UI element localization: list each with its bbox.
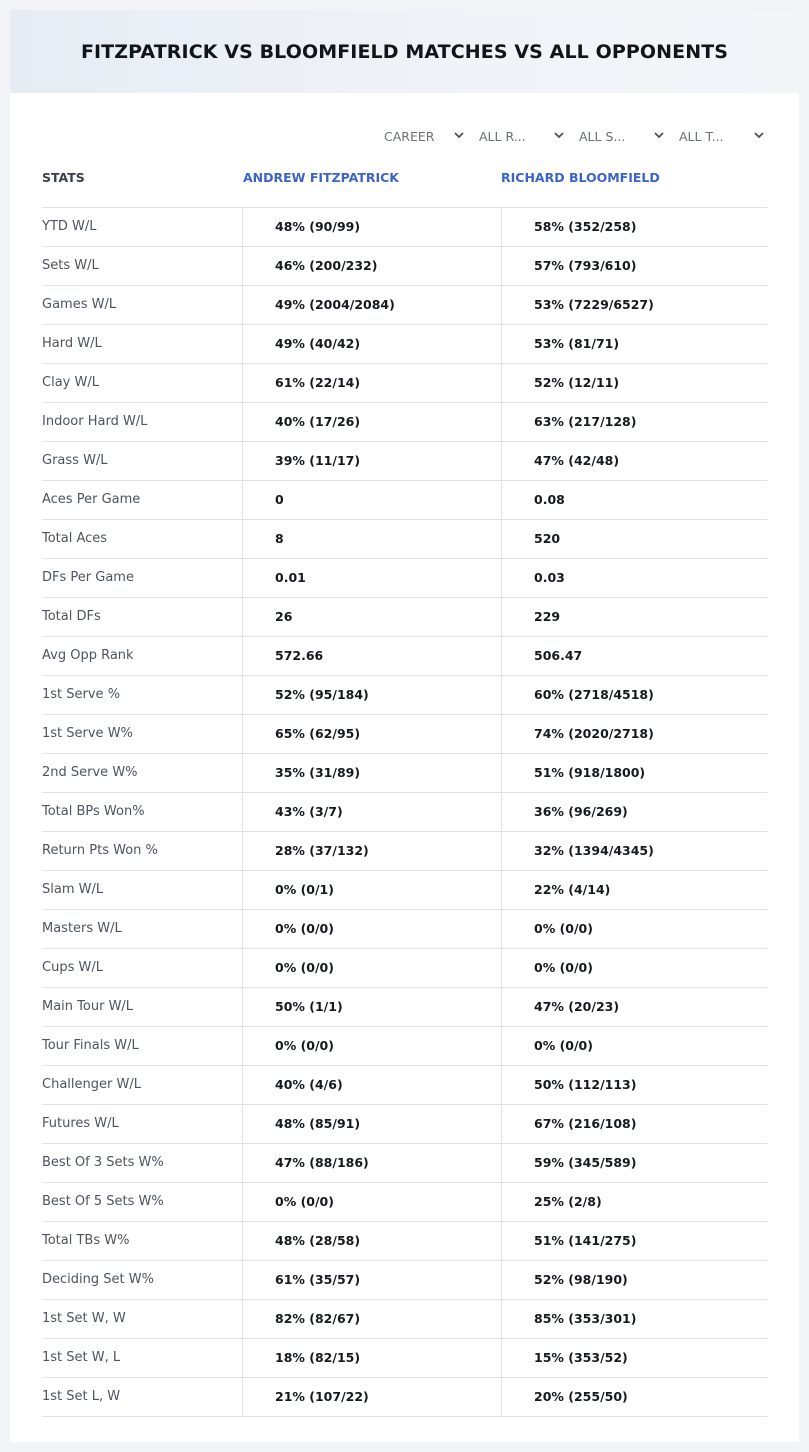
player2-value: 47% (42/48) bbox=[534, 453, 620, 468]
player1-cell bbox=[242, 637, 500, 675]
table-row bbox=[42, 988, 767, 1027]
player1-cell bbox=[242, 247, 500, 285]
stat-label: Slam W/L bbox=[42, 882, 104, 897]
player2-value: 0.03 bbox=[534, 570, 565, 585]
table-row bbox=[42, 598, 767, 637]
player1-value: 52% (95/184) bbox=[275, 687, 369, 702]
player1-value: 26 bbox=[275, 609, 293, 624]
player1-cell bbox=[242, 286, 500, 324]
player1-cell bbox=[242, 871, 500, 909]
player1-cell bbox=[242, 676, 500, 714]
player1-value: 65% (62/95) bbox=[275, 726, 361, 741]
player2-value: 52% (12/11) bbox=[534, 375, 620, 390]
stat-label: 1st Serve % bbox=[42, 687, 121, 702]
table-row bbox=[42, 1339, 767, 1378]
table-row bbox=[42, 208, 767, 247]
table-row bbox=[42, 1222, 767, 1261]
player2-cell bbox=[501, 949, 767, 987]
stat-label: YTD W/L bbox=[42, 219, 97, 234]
player2-cell bbox=[501, 832, 767, 870]
table-row bbox=[42, 1066, 767, 1105]
table-row bbox=[42, 676, 767, 715]
player1-cell bbox=[242, 1105, 500, 1143]
stat-label: 2nd Serve W% bbox=[42, 765, 138, 780]
filter-period-label: CAREER bbox=[384, 128, 435, 144]
player2-cell bbox=[501, 1183, 767, 1221]
player2-value: 25% (2/8) bbox=[534, 1194, 602, 1209]
stat-label: 1st Serve W% bbox=[42, 726, 133, 741]
stat-label: Aces Per Game bbox=[42, 492, 141, 507]
table-row bbox=[42, 715, 767, 754]
player1-value: 0% (0/1) bbox=[275, 882, 334, 897]
stat-label: Total DFs bbox=[42, 609, 101, 624]
stat-label: Games W/L bbox=[42, 297, 117, 312]
player2-value: 15% (353/52) bbox=[534, 1350, 628, 1365]
player1-value: 40% (4/6) bbox=[275, 1077, 343, 1092]
player2-cell bbox=[501, 754, 767, 792]
table-row bbox=[42, 1261, 767, 1300]
table-row bbox=[42, 325, 767, 364]
filter-surface-label: ALL S... bbox=[579, 128, 626, 144]
chevron-down-icon bbox=[653, 128, 665, 142]
player2-cell bbox=[501, 715, 767, 753]
player2-value: 51% (141/275) bbox=[534, 1233, 637, 1248]
player1-value: 0% (0/0) bbox=[275, 921, 334, 936]
player2-cell bbox=[501, 871, 767, 909]
page-title: FITZPATRICK VS BLOOMFIELD MATCHES VS ALL OPPONENTS bbox=[80, 40, 729, 63]
player2-value: 0.08 bbox=[534, 492, 565, 507]
player2-cell bbox=[501, 598, 767, 636]
stat-label: Futures W/L bbox=[42, 1116, 119, 1131]
player1-value: 82% (82/67) bbox=[275, 1311, 361, 1326]
player1-cell bbox=[242, 1066, 500, 1104]
player2-value: 32% (1394/4345) bbox=[534, 843, 654, 858]
stat-label: 1st Set W, W bbox=[42, 1311, 126, 1326]
player2-cell bbox=[501, 1222, 767, 1260]
player1-cell bbox=[242, 520, 500, 558]
stat-label: Avg Opp Rank bbox=[42, 648, 134, 663]
stats-card bbox=[10, 10, 799, 1442]
player1-value: 49% (2004/2084) bbox=[275, 297, 395, 312]
player1-value: 0 bbox=[275, 492, 284, 507]
table-row bbox=[42, 637, 767, 676]
player2-value: 51% (918/1800) bbox=[534, 765, 646, 780]
player1-cell bbox=[242, 1339, 500, 1377]
player1-value: 572.66 bbox=[275, 648, 324, 663]
player2-value: 0% (0/0) bbox=[534, 1038, 593, 1053]
player1-cell bbox=[242, 832, 500, 870]
stat-label: Tour Finals W/L bbox=[42, 1038, 139, 1053]
player1-cell bbox=[242, 1222, 500, 1260]
stat-label: Cups W/L bbox=[42, 960, 103, 975]
player1-cell bbox=[242, 403, 500, 441]
table-row bbox=[42, 871, 767, 910]
player2-value: 52% (98/190) bbox=[534, 1272, 628, 1287]
player1-cell bbox=[242, 1183, 500, 1221]
table-row bbox=[42, 910, 767, 949]
filter-bar bbox=[10, 126, 799, 146]
player1-value: 39% (11/17) bbox=[275, 453, 361, 468]
table-row bbox=[42, 754, 767, 793]
player2-value: 58% (352/258) bbox=[534, 219, 637, 234]
player2-cell bbox=[501, 286, 767, 324]
player2-cell bbox=[501, 364, 767, 402]
player1-value: 21% (107/22) bbox=[275, 1389, 369, 1404]
player1-cell bbox=[242, 598, 500, 636]
player1-value: 61% (22/14) bbox=[275, 375, 361, 390]
stat-label: Total BPs Won% bbox=[42, 804, 145, 819]
player1-cell bbox=[242, 1378, 500, 1416]
filter-round-label: ALL R... bbox=[479, 128, 526, 144]
player2-value: 74% (2020/2718) bbox=[534, 726, 654, 741]
player2-cell bbox=[501, 1261, 767, 1299]
player1-value: 48% (28/58) bbox=[275, 1233, 361, 1248]
table-row bbox=[42, 793, 767, 832]
player2-value: 63% (217/128) bbox=[534, 414, 637, 429]
player1-value: 43% (3/7) bbox=[275, 804, 343, 819]
player2-value: 520 bbox=[534, 531, 561, 546]
player1-cell bbox=[242, 325, 500, 363]
player2-value: 53% (7229/6527) bbox=[534, 297, 654, 312]
stat-label: Sets W/L bbox=[42, 258, 99, 273]
player1-value: 28% (37/132) bbox=[275, 843, 369, 858]
player2-cell bbox=[501, 1378, 767, 1416]
stat-label: Main Tour W/L bbox=[42, 999, 134, 1014]
player2-cell bbox=[501, 676, 767, 714]
player2-value: 53% (81/71) bbox=[534, 336, 620, 351]
player1-cell bbox=[242, 988, 500, 1026]
stat-label: Return Pts Won % bbox=[42, 843, 158, 858]
stat-label: Best Of 3 Sets W% bbox=[42, 1155, 164, 1170]
player1-cell bbox=[242, 364, 500, 402]
player2-value: 229 bbox=[534, 609, 561, 624]
column-header-player1-link[interactable]: ANDREW FITZPATRICK bbox=[243, 170, 399, 185]
player1-value: 48% (90/99) bbox=[275, 219, 361, 234]
stat-label: 1st Set L, W bbox=[42, 1389, 121, 1404]
player1-value: 0% (0/0) bbox=[275, 1038, 334, 1053]
player2-value: 20% (255/50) bbox=[534, 1389, 628, 1404]
player1-cell bbox=[242, 1300, 500, 1338]
player2-cell bbox=[501, 1144, 767, 1182]
table-row bbox=[42, 949, 767, 988]
player2-cell bbox=[501, 520, 767, 558]
player2-value: 67% (216/108) bbox=[534, 1116, 637, 1131]
player2-cell bbox=[501, 403, 767, 441]
table-row bbox=[42, 1027, 767, 1066]
player1-value: 47% (88/186) bbox=[275, 1155, 369, 1170]
player1-cell bbox=[242, 1144, 500, 1182]
player1-value: 35% (31/89) bbox=[275, 765, 361, 780]
stat-label: Grass W/L bbox=[42, 453, 108, 468]
player1-value: 50% (1/1) bbox=[275, 999, 343, 1014]
player2-cell bbox=[501, 1105, 767, 1143]
player2-value: 59% (345/589) bbox=[534, 1155, 637, 1170]
player1-value: 46% (200/232) bbox=[275, 258, 378, 273]
player2-value: 0% (0/0) bbox=[534, 921, 593, 936]
player2-cell bbox=[501, 559, 767, 597]
player1-cell bbox=[242, 793, 500, 831]
stat-label: Hard W/L bbox=[42, 336, 102, 351]
stat-label: Masters W/L bbox=[42, 921, 122, 936]
table-row bbox=[42, 1183, 767, 1222]
filter-period-select[interactable] bbox=[384, 126, 465, 146]
player2-value: 22% (4/14) bbox=[534, 882, 611, 897]
player1-value: 49% (40/42) bbox=[275, 336, 361, 351]
player2-value: 47% (20/23) bbox=[534, 999, 620, 1014]
player1-value: 18% (82/15) bbox=[275, 1350, 361, 1365]
stat-label: Total TBs W% bbox=[42, 1233, 130, 1248]
player1-cell bbox=[242, 949, 500, 987]
table-row bbox=[42, 1144, 767, 1183]
chevron-down-icon bbox=[453, 128, 465, 142]
stat-label: Indoor Hard W/L bbox=[42, 414, 148, 429]
player1-value: 40% (17/26) bbox=[275, 414, 361, 429]
stats-table-body bbox=[42, 208, 767, 1417]
table-row bbox=[42, 442, 767, 481]
stat-label: Clay W/L bbox=[42, 375, 99, 390]
column-header-stats: STATS bbox=[42, 170, 85, 185]
stat-label: Total Aces bbox=[42, 531, 108, 546]
player1-cell bbox=[242, 910, 500, 948]
player2-value: 50% (112/113) bbox=[534, 1077, 637, 1092]
player1-cell bbox=[242, 442, 500, 480]
player2-cell bbox=[501, 208, 767, 246]
table-row bbox=[42, 832, 767, 871]
chevron-down-icon bbox=[553, 128, 565, 142]
table-row bbox=[42, 247, 767, 286]
player2-cell bbox=[501, 442, 767, 480]
card-header bbox=[10, 10, 799, 93]
player1-value: 0.01 bbox=[275, 570, 306, 585]
table-row bbox=[42, 520, 767, 559]
filter-surface-select[interactable] bbox=[579, 126, 665, 146]
player2-cell bbox=[501, 481, 767, 519]
player1-cell bbox=[242, 1027, 500, 1065]
table-header bbox=[42, 170, 767, 206]
player2-cell bbox=[501, 325, 767, 363]
table-row bbox=[42, 481, 767, 520]
table-row bbox=[42, 1300, 767, 1339]
player2-cell bbox=[501, 247, 767, 285]
filter-round-select[interactable] bbox=[479, 126, 565, 146]
player1-cell bbox=[242, 754, 500, 792]
stat-label: 1st Set W, L bbox=[42, 1350, 121, 1365]
table-row bbox=[42, 286, 767, 325]
stat-label: Deciding Set W% bbox=[42, 1272, 154, 1287]
table-row bbox=[42, 1105, 767, 1144]
player2-value: 85% (353/301) bbox=[534, 1311, 637, 1326]
player1-value: 48% (85/91) bbox=[275, 1116, 361, 1131]
player2-value: 506.47 bbox=[534, 648, 583, 663]
player2-cell bbox=[501, 1066, 767, 1104]
player2-cell bbox=[501, 910, 767, 948]
player2-value: 57% (793/610) bbox=[534, 258, 637, 273]
player1-cell bbox=[242, 208, 500, 246]
player2-cell bbox=[501, 1027, 767, 1065]
stat-label: Best Of 5 Sets W% bbox=[42, 1194, 164, 1209]
player2-cell bbox=[501, 1300, 767, 1338]
player1-value: 61% (35/57) bbox=[275, 1272, 361, 1287]
player2-cell bbox=[501, 793, 767, 831]
player1-value: 8 bbox=[275, 531, 284, 546]
player2-cell bbox=[501, 1339, 767, 1377]
table-row bbox=[42, 364, 767, 403]
player2-value: 36% (96/269) bbox=[534, 804, 628, 819]
player1-cell bbox=[242, 481, 500, 519]
player1-cell bbox=[242, 1261, 500, 1299]
player2-value: 60% (2718/4518) bbox=[534, 687, 654, 702]
column-header-player2-link[interactable]: RICHARD BLOOMFIELD bbox=[501, 170, 660, 185]
table-row bbox=[42, 403, 767, 442]
player2-cell bbox=[501, 637, 767, 675]
chevron-down-icon bbox=[753, 128, 765, 142]
table-row bbox=[42, 1378, 767, 1417]
player2-value: 0% (0/0) bbox=[534, 960, 593, 975]
stat-label: DFs Per Game bbox=[42, 570, 134, 585]
player1-cell bbox=[242, 715, 500, 753]
player2-cell bbox=[501, 988, 767, 1026]
filter-tournament-select[interactable] bbox=[679, 126, 765, 146]
filter-tournament-label: ALL T... bbox=[679, 128, 724, 144]
player1-value: 0% (0/0) bbox=[275, 1194, 334, 1209]
player1-value: 0% (0/0) bbox=[275, 960, 334, 975]
stat-label: Challenger W/L bbox=[42, 1077, 141, 1092]
table-row bbox=[42, 559, 767, 598]
player1-cell bbox=[242, 559, 500, 597]
